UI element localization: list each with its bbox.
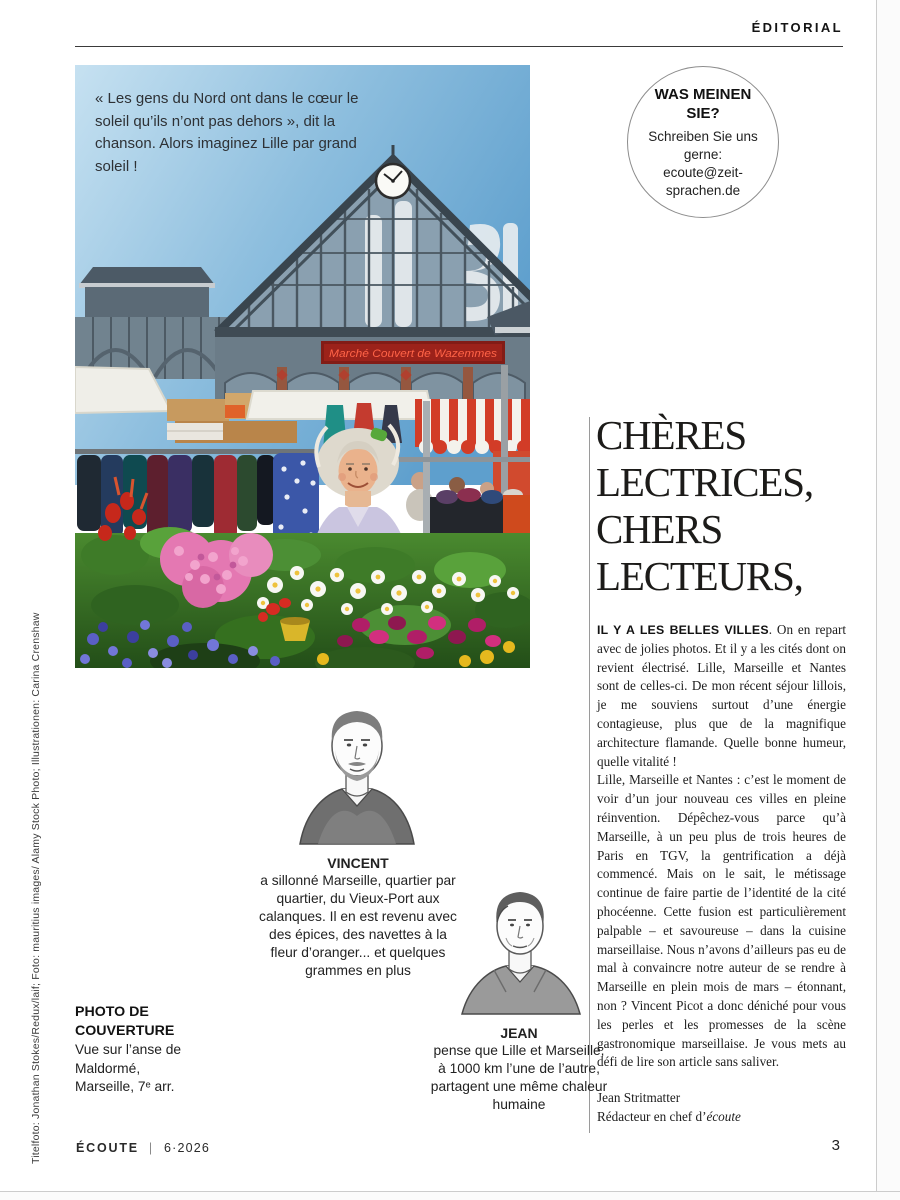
- page-scan-edge: [0, 1192, 900, 1200]
- contributor-jean: [428, 1024, 610, 1114]
- headline-line: CHÈRES: [596, 412, 746, 458]
- editorial-paragraph: Lille, Marseille et Nantes : c’est le moment de voir d’un jour nouveau ces villes en pleine réinvention. Dépêchez-vous parce qu’à Marseille, à un peu plus de trois heures de Paris en TGV, la gentrification a déjà commencé. Mais on le sait, le métissage continue de faire partie de l’identité de la cité phocéenne. Cette fusion est particulièrement palpable – et savoureuse – dans la cuisine marseillaise. Nous n’avons d’ailleurs pas eu de mal à convaincre notre auteur de se rendre à Marseille en plein mois de mars – étonnant, non ? Vincent Picot a donc déniché pour vous les perles et les promesses de la scène gastronomique marseillaise. Je vous mets au défi de lire son article sans saliver.: [597, 772, 846, 1070]
- editorial-paragraph: [597, 621, 846, 771]
- cover-note-body: Vue sur l’anse de Maldormé, Marseille, 7ᵉ arr.: [75, 1042, 182, 1094]
- header-rule: [75, 46, 843, 47]
- market-photo: [75, 65, 530, 668]
- editorial-paragraph-text: . On en repart avec de jolies photos. Et il y a les cités dont on revient électrisé. Lille, Marseille et Nantes sont de celles-ci. De mon récent séjour lillois, je me souviens surtout d’une énergie contagieuse, plus que de la magnifique architecture flamande. Quelle bonne humeur, quelle vitalité !: [597, 622, 846, 769]
- reader-callout-circle: [627, 66, 779, 218]
- footer-separator: |: [148, 1141, 154, 1155]
- editorial-body: [597, 621, 846, 1127]
- signature: [597, 1089, 846, 1127]
- signature-name: Jean Stritmatter: [597, 1090, 681, 1106]
- photo-credits-vertical: Titelfoto: Jonathan Stokes/Redux/laif; Foto: mauritius images/ Alamy Stock Photo; Illustrationen: Carina Crenshaw: [30, 612, 42, 1164]
- cover-note-title: PHOTO DE COUVERTURE: [75, 1004, 175, 1039]
- signature-role: Rédacteur en chef d’écoute: [597, 1108, 741, 1124]
- footer-brand-issue: [76, 1141, 210, 1155]
- callout-body: Schreiben Sie uns gerne: ecoute@zeit-sprachen.de: [648, 128, 758, 198]
- photo-quote: « Les gens du Nord ont dans le cœur le soleil qu’ils n’ont pas dehors », dit la chanson. Alors imaginez Lille par grand soleil !: [95, 90, 359, 175]
- headline-line: CHERS: [596, 506, 723, 552]
- cover-photo-note: [75, 1003, 203, 1097]
- editorial-lead-in: IL Y A LES BELLES VILLES: [597, 623, 769, 637]
- page-number: 3: [831, 1137, 840, 1154]
- footer-brand: ÉCOUTE: [76, 1141, 139, 1155]
- callout-title: WAS MEINEN SIE?: [654, 85, 752, 122]
- contributor-bio: pense que Lille et Marseille, à 1000 km l’une de l’autre, partagent une même chaleur humaine: [430, 1043, 608, 1112]
- section-label: ÉDITORIAL: [751, 20, 843, 35]
- headline-line: LECTEURS,: [596, 553, 803, 599]
- vincent-portrait-illustration: [282, 698, 432, 853]
- contributor-name: VINCENT: [327, 855, 389, 871]
- svg-text:Marché Couvert de Wazemmes: Marché Couvert de Wazemmes: [329, 348, 498, 360]
- page-scan-edge-line: [876, 0, 877, 1200]
- footer-issue: 6·2026: [163, 1141, 211, 1155]
- jean-portrait-illustration: [450, 882, 590, 1023]
- editorial-headline: [596, 412, 854, 600]
- contributor-vincent: [258, 854, 458, 980]
- contributor-bio: a sillonné Marseille, quartier par quartier, du Vieux-Port aux calanques. Il en est revenu avec des épices, des navettes à la fleur d’oranger... et quelques grammes en plus: [259, 873, 457, 978]
- page-scan-edge-line: [0, 1191, 900, 1192]
- headline-line: LECTRICES,: [596, 459, 813, 505]
- contributor-name: JEAN: [500, 1025, 538, 1041]
- clock-icon: [376, 164, 410, 198]
- page-scan-edge: [877, 0, 900, 1200]
- market-sign: [321, 341, 505, 364]
